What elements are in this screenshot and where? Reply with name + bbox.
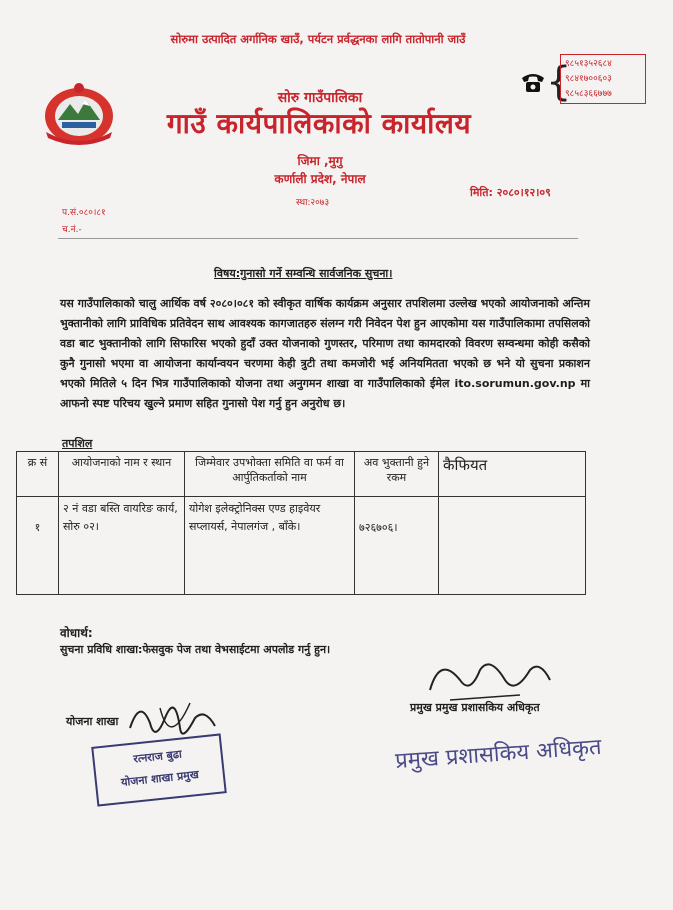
- cc-heading: वोधार्थ:: [60, 626, 93, 640]
- column-header: अव भुक्तानी हुने रकम: [355, 452, 439, 497]
- schedule-table: [16, 451, 586, 595]
- cc-text: सुचना प्रविधि शाखा:फेसवुक पेज तथा वेभसाईटमा अपलोड गर्नु हुन।: [60, 643, 331, 656]
- established-year: स्था:२०७३: [296, 198, 330, 208]
- column-header: कैफियत: [439, 452, 586, 497]
- address-line-1: जिमा ,मुगु: [297, 154, 343, 168]
- table-cell: ७२६७०६।: [355, 497, 439, 595]
- phone-numbers: [560, 54, 646, 104]
- phone-number: ९८४१७००६०३: [565, 74, 612, 84]
- notice-subject: विषय:गुनासो गर्ने सम्वन्धि सार्वजनिक सुचना।: [214, 267, 393, 280]
- table-cell: २ नं वडा बस्ति वायरिङ कार्य, सोरु ०२।: [59, 497, 185, 595]
- reference-block: [62, 205, 106, 239]
- phone-number: ९८५१३५२६८४: [565, 59, 612, 69]
- office-name-title: गाउँ कार्यपालिकाको कार्यालय: [166, 107, 472, 140]
- table-cell: [439, 497, 586, 595]
- schedule-label: तपशिल: [62, 437, 93, 450]
- notice-body: यस गाउँपालिकाको चालु आर्थिक वर्ष २०८०।०८१ को स्वीकृत वार्षिक कार्यक्रम अनुसार तपशिलमा उल्लेख भएको आयोजनाको अन्तिम भुक्तानीको लागि प्राविधिक प्रतिवेदन साथ आवश्यक कागजातहरु संलग्न गरी निवेदन पेश हुन आएकोमा यस गाउँपालिकामा तपसिलको वडा बाट भुक्तानीको लागि सिफारिस भएको हुदाँ उक्त योजनाको गुणस्तर, परिमाण तथा कामदारको विवरण सम्वन्धमा कोही कसैको कुनै गुनासो भएमा वा आयोजना कार्यान्वयन चरणमा केही त्रुटी तथा कमजोरी भई अनियमितता भएको छ भने यो सुचना प्रकाशन भएको मितिले ५ दिन भित्र गाउँपालिकाको योजना तथा अनुगमन शाखा वा गाउँपालिकाको ईमेल ito.sorumun.gov.np मा आफनो स्पष्ट परिचय खुल्ने प्रमाण सहित गुनासो पेश गर्नु हुन अनुरोध छ।: [60, 297, 590, 410]
- table-cell: १: [17, 497, 59, 595]
- planning-section-label: योजना शाखा: [66, 715, 119, 728]
- telephone-icon: [520, 70, 546, 94]
- tagline: सोरुमा उत्पादित अर्गानिक खाउँ, पर्यटन प्रर्वद्धनका लागि तातोपानी जाउँ: [170, 32, 466, 46]
- stamp-title: योजना शाखा प्रमुख: [120, 767, 200, 789]
- stamp-name: रत्नराज बुढा: [132, 747, 183, 766]
- table-row: [17, 497, 586, 595]
- officer-label: प्रमुख प्रमुख प्रशासकिय अधिकृत: [410, 701, 540, 714]
- table-header-row: [17, 452, 586, 497]
- reference-ps: प.सं.०८०।८१: [62, 208, 106, 218]
- address-line-2: कर्णाली प्रदेश, नेपाल: [274, 172, 366, 186]
- column-header: जिम्मेवार उपभोक्ता समिति वा फर्म वा आर्पुतिकर्ताको नाम: [185, 452, 355, 497]
- notice-date: मिति: २०८०।१२।०९: [470, 186, 551, 199]
- header-divider: [58, 238, 578, 239]
- phone-number: ९८५८३६६७७७: [565, 89, 612, 99]
- reference-chn: च.नं.-: [62, 225, 82, 235]
- column-header: क्र सं: [17, 452, 59, 497]
- nepal-emblem-icon: [40, 80, 118, 146]
- phone-brace: {: [546, 59, 572, 105]
- column-header: आयोजनाको नाम र स्थान: [59, 452, 185, 497]
- table-cell: योगेश इलेक्ट्रोनिक्स एण्ड हाइवेयर सप्लायर्स, नेपालगंज , बाँके।: [185, 497, 355, 595]
- planning-stamp: [91, 733, 227, 806]
- officer-stamp: प्रमुख प्रशासकिय अधिकृत: [394, 734, 603, 775]
- office-name-small: सोरु गाउँपालिका: [277, 90, 363, 106]
